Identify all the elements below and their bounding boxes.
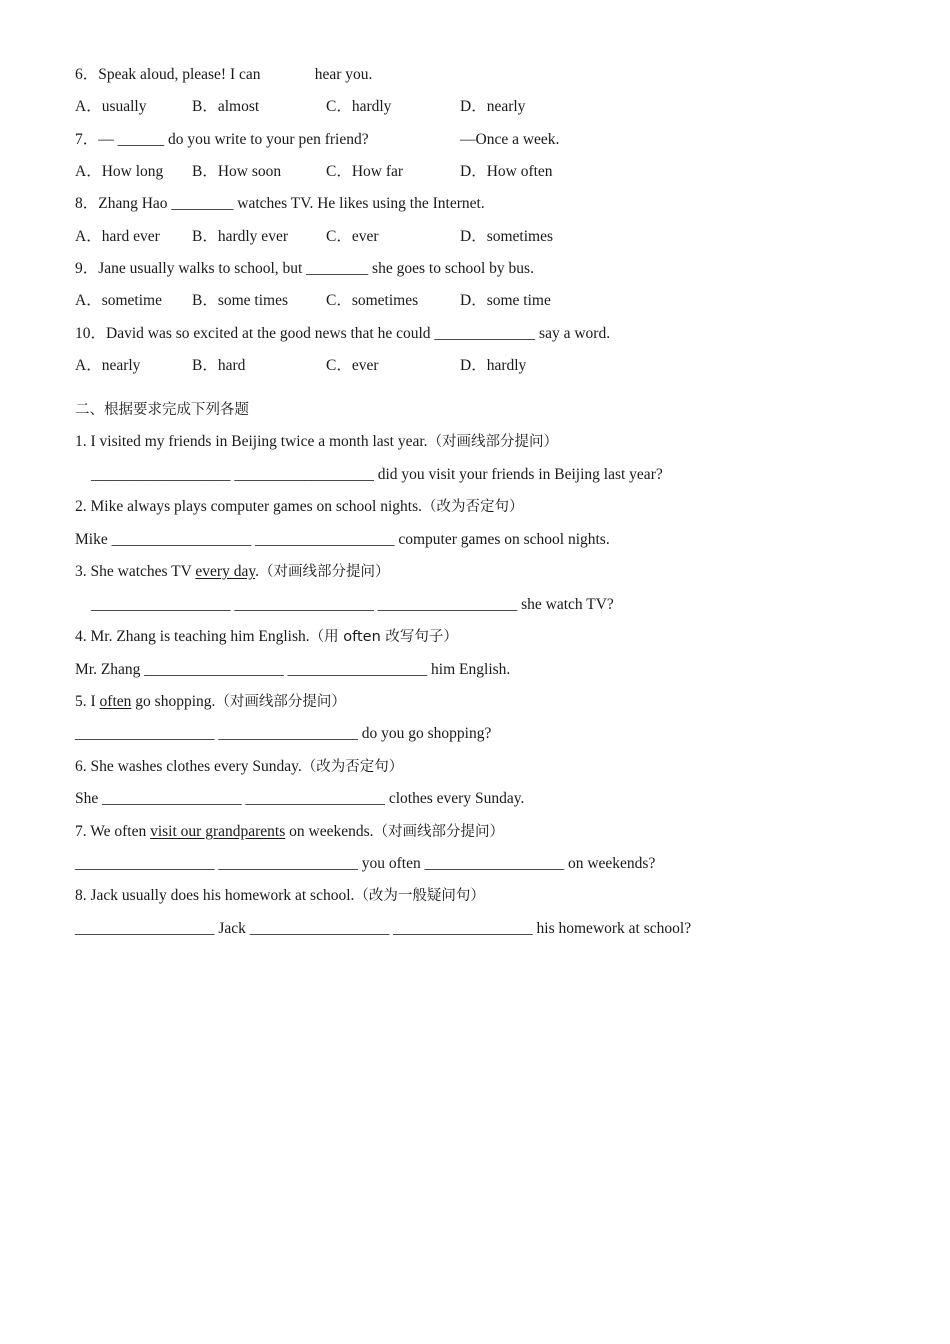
s2-q1-stem: [75, 432, 558, 452]
q9-option-d: D．some time: [460, 292, 551, 309]
s2-q8-stem: [75, 886, 485, 906]
q10-option-d: D．hardly: [460, 357, 527, 374]
s2-q4-text: 4. Mr. Zhang is teaching him English.: [75, 628, 310, 645]
s2-q7-stem: [75, 822, 504, 842]
s2-q7-underlined: visit our grandparents: [150, 823, 286, 840]
q7-option-b: B．How soon: [192, 163, 282, 180]
s2-q3-text-post: .: [255, 563, 259, 580]
s2-q3-underlined: every day: [195, 563, 256, 580]
s2-q1-instruction: （对画线部分提问）: [427, 434, 559, 450]
q8-option-b: B．hardly ever: [192, 228, 288, 245]
s2-q4-instruction: （用 often 改写句子）: [309, 629, 458, 645]
s2-q8-answer-line: __________________ Jack __________________ __________________ his homework at school?: [75, 920, 692, 937]
s2-q4-answer-line: Mr. Zhang __________________ __________________ him English.: [75, 661, 511, 678]
q7-option-a: A．How long: [75, 163, 164, 180]
q8-option-a: A．hard ever: [75, 228, 160, 245]
s2-q3-text-pre: 3. She watches TV: [75, 563, 196, 580]
q7-answer-hint: —Once a week.: [460, 131, 560, 148]
q10-stem: 10．David was so excited at the good news that he could _____________ say a word.: [75, 325, 611, 342]
q9-stem: 9．Jane usually walks to school, but ________ she goes to school by bus.: [75, 260, 534, 277]
s2-q4-stem: [75, 627, 458, 647]
s2-q7-instruction: （对画线部分提问）: [373, 824, 505, 840]
q9-option-c: C．sometimes: [326, 292, 419, 309]
s2-q7-answer-line: __________________ __________________ you often __________________ on weekends?: [75, 855, 656, 872]
q7-stem: 7．— ______ do you write to your pen friend?: [75, 131, 369, 148]
s2-q8-instruction: （改为一般疑问句）: [354, 888, 485, 904]
s2-q7-text-post: on weekends.: [285, 823, 374, 840]
s2-q6-text: 6. She washes clothes every Sunday.: [75, 758, 302, 775]
s2-q5-stem: [75, 692, 346, 712]
s2-q5-instruction: （对画线部分提问）: [215, 694, 346, 710]
section-2-heading: 二、根据要求完成下列各题: [75, 402, 249, 418]
s2-q6-stem: [75, 757, 403, 777]
s2-q2-answer-line: Mike __________________ __________________ computer games on school nights.: [75, 531, 610, 548]
s2-q5-underlined: often: [99, 693, 132, 710]
q6-option-b: B．almost: [192, 98, 260, 115]
s2-q1-answer-line: __________________ __________________ did you visit your friends in Beijing last year?: [91, 466, 663, 483]
s2-q2-stem: [75, 497, 523, 517]
s2-q5-text-post: go shopping.: [131, 693, 216, 710]
q6-option-d: D．nearly: [460, 98, 526, 115]
s2-q5-text-pre: 5. I: [75, 693, 100, 710]
s2-q3-stem: [75, 562, 389, 582]
q10-option-c: C．ever: [326, 357, 379, 374]
q6-option-a: A．usually: [75, 98, 147, 115]
q9-option-a: A．sometime: [75, 292, 162, 309]
s2-q3-instruction: （对画线部分提问）: [258, 564, 390, 580]
q8-option-d: D．sometimes: [460, 228, 553, 245]
s2-q2-instruction: （改为否定句）: [421, 499, 524, 515]
s2-q6-instruction: （改为否定句）: [301, 759, 404, 775]
q6-stem: 6．Speak aloud, please! I can hear you.: [75, 66, 373, 83]
q10-option-b: B．hard: [192, 357, 246, 374]
s2-q2-text: 2. Mike always plays computer games on school nights.: [75, 498, 422, 515]
q8-option-c: C．ever: [326, 228, 379, 245]
s2-q6-answer-line: She __________________ __________________ clothes every Sunday.: [75, 790, 525, 807]
q10-option-a: A．nearly: [75, 357, 141, 374]
q9-option-b: B．some times: [192, 292, 289, 309]
s2-q5-answer-line: __________________ __________________ do you go shopping?: [75, 725, 492, 742]
q6-option-c: C．hardly: [326, 98, 392, 115]
q7-option-c: C．How far: [326, 163, 404, 180]
q7-option-d: D．How often: [460, 163, 553, 180]
q8-stem: 8．Zhang Hao ________ watches TV. He likes using the Internet.: [75, 195, 485, 212]
s2-q1-text: 1. I visited my friends in Beijing twice a month last year.: [75, 433, 428, 450]
s2-q7-text-pre: 7. We often: [75, 823, 151, 840]
s2-q3-answer-line: __________________ __________________ __________________ she watch TV?: [91, 596, 614, 613]
s2-q8-text: 8. Jack usually does his homework at school.: [75, 887, 355, 904]
